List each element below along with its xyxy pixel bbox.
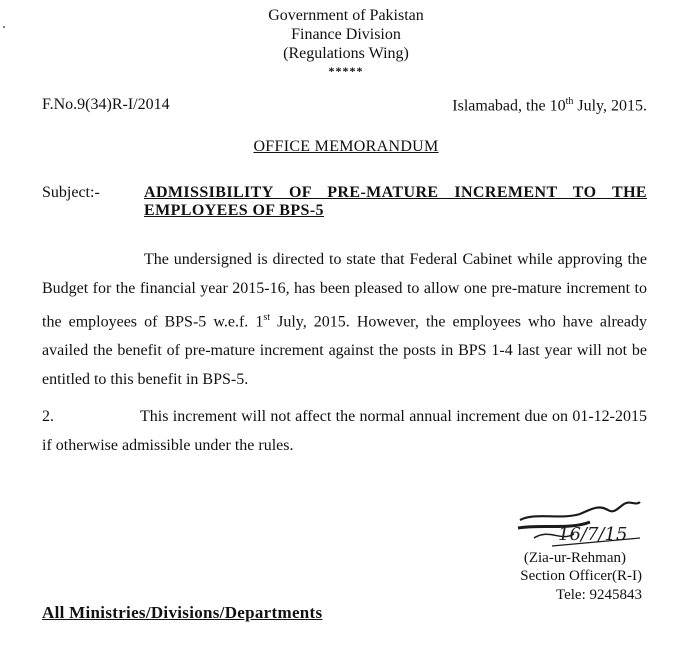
date-ordinal: th — [565, 96, 574, 107]
subject-label: Subject:- — [42, 184, 100, 201]
recipients: All Ministries/Divisions/Departments — [42, 603, 323, 622]
paragraph-2-number: 2. — [42, 408, 54, 425]
paragraph-1-ordinal: st — [263, 312, 271, 323]
paragraph-2-text: This increment will not affect the normal annual increment due on 01-12-2015 if otherwise admissible under the rules. — [42, 408, 647, 454]
letterhead-government: Government of Pakistan — [268, 7, 424, 24]
letterhead-stars: ***** — [328, 64, 364, 78]
paragraph-1 — [42, 245, 647, 394]
letterhead — [0, 6, 692, 77]
paragraph-1-text-a: The undersigned is directed to state that Federal Cabinet while approving the Budget for the financial year 2015-16, has been pleased to allow one pre-mature increment to the employees of BPS-5 w.e.f. 1 — [42, 251, 647, 331]
signatory-telephone: Tele: 9245843 — [555, 587, 642, 603]
subject-text: ADMISSIBILITY OF PRE-MATURE INCREMENT TO THE EMPLOYEES OF BPS-5 — [144, 184, 647, 219]
signatory-designation: Section Officer(R-I) — [520, 568, 642, 584]
handwritten-date: 16/7/15 — [558, 524, 628, 545]
paragraph-2 — [42, 402, 647, 460]
date-line — [452, 96, 647, 115]
signatory-name: (Zia-ur-Rehman) — [523, 550, 626, 566]
letterhead-division: Finance Division — [291, 26, 401, 43]
file-number: F.No.9(34)R-I/2014 — [42, 96, 170, 113]
memo-title: OFFICE MEMORANDUM — [253, 138, 439, 155]
paragraph-1-text-b: July, 2015. However, the employees who have already availed the benefit of pre-mature increment against the posts in BPS 1-4 last year will not be entitled to this benefit in BPS-5. — [42, 313, 648, 389]
date-suffix: July, 2015. — [573, 97, 647, 115]
date-prefix: Islamabad, the 10 — [452, 97, 566, 115]
letterhead-wing: (Regulations Wing) — [283, 45, 409, 62]
